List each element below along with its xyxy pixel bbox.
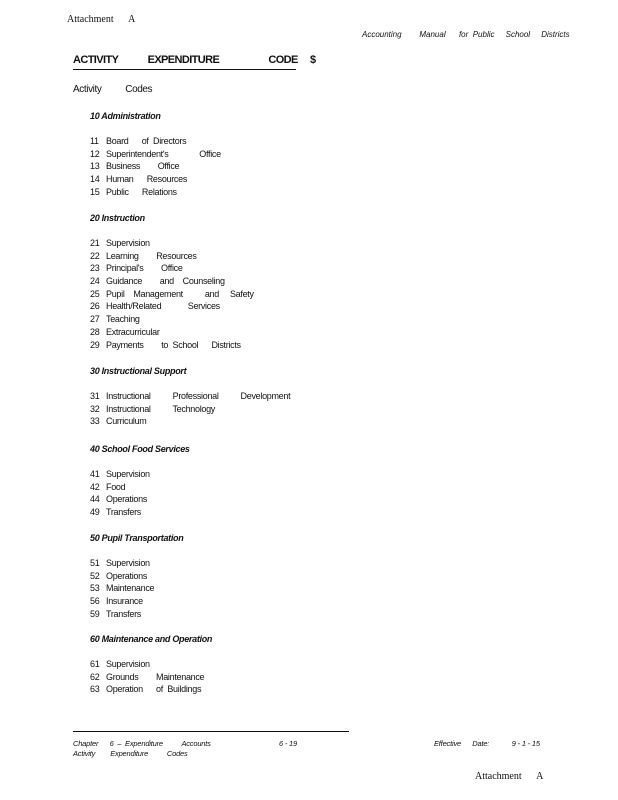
code-label: Business Office (106, 161, 180, 172)
code-item (90, 275, 254, 288)
code-label: Supervision (106, 238, 150, 248)
code-number: 24 (90, 276, 100, 287)
code-item (90, 557, 183, 570)
code-label: Food (106, 481, 126, 492)
code-label: Health/Related Services (106, 301, 220, 312)
code-label: Instructional Technology (106, 403, 215, 414)
code-item (90, 415, 290, 428)
code-number: 52 (90, 570, 100, 581)
code-item (90, 160, 221, 173)
code-number: 63 (90, 684, 100, 695)
code-label: Learning Resources (106, 250, 197, 261)
code-label: Transfers (106, 507, 141, 518)
code-number: 51 (90, 558, 100, 568)
footer-rule (73, 731, 349, 732)
header-attachment: Attachment A (67, 14, 136, 25)
code-item (90, 403, 290, 416)
code-label: Principal's Office (106, 263, 183, 274)
code-number: 13 (90, 161, 100, 172)
section-title: 40 School Food Services (90, 444, 190, 454)
code-label: Maintenance (106, 583, 155, 594)
code-label: Supervision (106, 469, 150, 479)
code-number: 32 (90, 403, 100, 414)
code-section (90, 110, 221, 198)
code-item (90, 250, 254, 263)
code-item (90, 262, 254, 275)
bottom-attachment: Attachment A (475, 771, 544, 782)
code-item (90, 339, 254, 352)
code-label: Supervision (106, 659, 150, 669)
code-item (90, 326, 254, 339)
code-item (90, 506, 190, 519)
code-item (90, 570, 183, 583)
code-number: 15 (90, 186, 100, 197)
code-number: 33 (90, 416, 100, 427)
code-label: Human Resources (106, 174, 188, 185)
code-item (90, 468, 190, 481)
section-items (90, 468, 190, 519)
code-label: Grounds Maintenance (106, 671, 205, 682)
section-title: 30 Instructional Support (90, 366, 187, 376)
code-number: 49 (90, 507, 100, 518)
section-title: 50 Pupil Transportation (90, 533, 184, 543)
code-item (90, 313, 254, 326)
code-number: 26 (90, 301, 100, 312)
code-number: 27 (90, 314, 100, 325)
code-label: Operations (106, 494, 148, 505)
code-label: Extracurricular (106, 326, 160, 337)
code-number: 56 (90, 596, 100, 607)
code-label: Teaching (106, 314, 140, 325)
section-items (90, 658, 212, 696)
title-underline (73, 69, 296, 70)
code-number: 53 (90, 583, 100, 594)
code-number: 59 (90, 608, 100, 619)
code-label: Operation of Buildings (106, 684, 202, 695)
code-label: Supervision (106, 558, 150, 568)
code-item (90, 288, 254, 301)
section-items (90, 390, 290, 428)
code-number: 28 (90, 326, 100, 337)
code-item (90, 595, 183, 608)
code-number: 29 (90, 339, 100, 350)
code-item (90, 658, 212, 671)
page-title: ACTIVITY EXPENDITURE CODE $ (73, 54, 316, 66)
section-title: 10 Administration (90, 111, 161, 121)
code-number: 41 (90, 469, 100, 479)
code-number: 11 (90, 136, 99, 146)
code-section (90, 212, 254, 351)
code-number: 23 (90, 263, 100, 274)
code-label: Insurance (106, 596, 143, 607)
code-section (90, 532, 183, 620)
code-label: Guidance and Counseling (106, 276, 225, 287)
code-item (90, 237, 254, 250)
code-item (90, 390, 290, 403)
code-item (90, 173, 221, 186)
footer-page-number: 6 - 19 (279, 739, 297, 748)
section-items (90, 135, 221, 198)
code-section (90, 443, 190, 519)
code-item (90, 608, 183, 621)
code-label: Public Relations (106, 186, 177, 197)
section-title: 20 Instruction (90, 213, 145, 223)
code-number: 62 (90, 671, 100, 682)
section-items (90, 557, 183, 620)
code-label: Transfers (106, 608, 141, 619)
code-section (90, 365, 290, 428)
section-title: 60 Maintenance and Operation (90, 634, 213, 644)
code-number: 44 (90, 494, 100, 505)
code-item (90, 582, 183, 595)
code-label: Board of Directors (106, 136, 187, 146)
code-label: Pupil Management and Safety (106, 288, 254, 299)
footer-section: Activity Expenditure Codes (73, 749, 188, 758)
code-number: 21 (90, 238, 100, 248)
page-subtitle: Activity Codes (73, 84, 153, 95)
code-item (90, 481, 190, 494)
header-manual-title: Accounting Manual for Public School Districts (362, 30, 570, 39)
code-number: 12 (90, 148, 100, 159)
code-number: 42 (90, 481, 100, 492)
code-label: Payments to School Districts (106, 339, 241, 350)
section-items (90, 237, 254, 351)
code-item (90, 671, 212, 684)
code-item (90, 148, 221, 161)
code-item (90, 300, 254, 313)
code-number: 61 (90, 659, 100, 669)
code-item (90, 186, 221, 199)
code-label: Superintendent's Office (106, 148, 221, 159)
code-number: 25 (90, 288, 100, 299)
code-number: 31 (90, 391, 100, 401)
code-label: Instructional Professional Development (106, 391, 291, 401)
code-label: Curriculum (106, 416, 147, 427)
code-item (90, 683, 212, 696)
code-label: Operations (106, 570, 148, 581)
code-section (90, 633, 212, 696)
code-item (90, 135, 221, 148)
code-number: 22 (90, 250, 100, 261)
footer-chapter: Chapter 6 – Expenditure Accounts (73, 739, 211, 748)
code-number: 14 (90, 174, 100, 185)
footer-effective-date: Effective Date: 9 - 1 - 15 (434, 739, 540, 748)
code-item (90, 493, 190, 506)
